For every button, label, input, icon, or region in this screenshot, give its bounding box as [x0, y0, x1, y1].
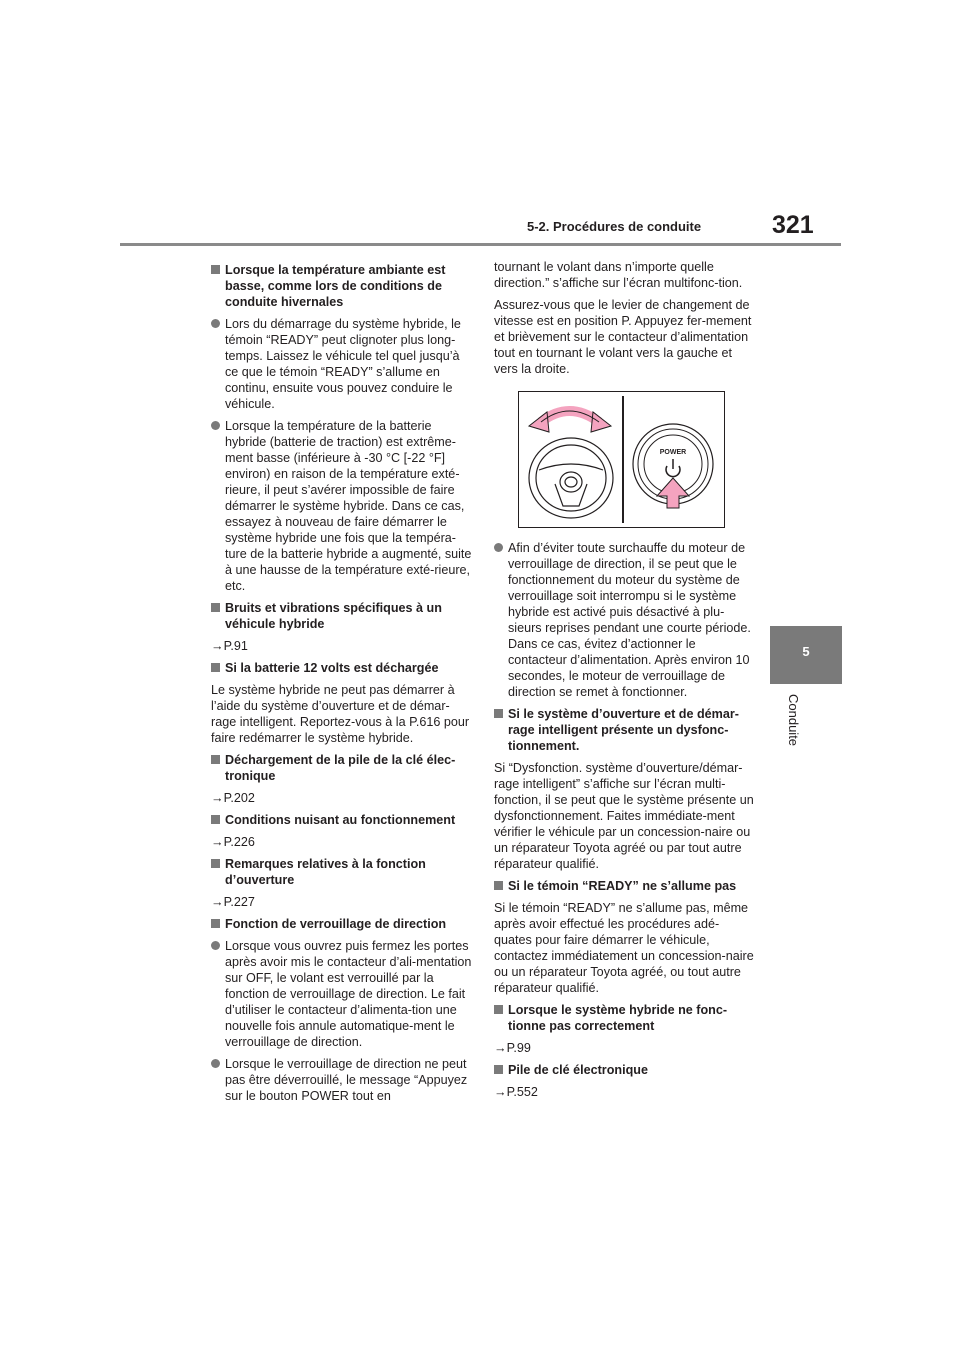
- right-column-top: [494, 259, 756, 377]
- page-reference-link[interactable]: →P.552: [494, 1085, 538, 1099]
- square-bullet-icon: [494, 1005, 503, 1014]
- bullet-item: [211, 316, 473, 412]
- square-bullet-icon: [211, 663, 220, 672]
- left-column: [211, 256, 473, 1110]
- section-heading-text: Pile de clé électronique: [508, 1063, 648, 1077]
- square-bullet-icon: [211, 815, 220, 824]
- circle-bullet-icon: [211, 421, 220, 430]
- bullet-text: Lors du démarrage du système hybride, le témoin “READY” peut clignoter plus long-temps. Laissez le véhicule tel quel jusqu’à ce que le témoin “READY” s’allume en continu, ensuite vous pouvez conduire le véhicule.: [225, 317, 461, 411]
- steering-wheel-icon: [529, 438, 613, 518]
- chapter-label: [785, 694, 805, 764]
- chapter-tab: [770, 626, 842, 684]
- section-heading: [494, 878, 756, 894]
- square-bullet-icon: [211, 859, 220, 868]
- page-reference-link[interactable]: →P.227: [211, 895, 255, 909]
- body-paragraph: Le système hybride ne peut pas démarrer à l’aide du système d’ouverture et de démar-rage intelligent. Reportez-vous à la P.616 pour faire redémarrer le système hybride.: [211, 683, 470, 745]
- section-heading: [494, 1062, 756, 1078]
- header-divider: [120, 243, 841, 246]
- circle-bullet-icon: [211, 1059, 220, 1068]
- square-bullet-icon: [211, 919, 220, 928]
- bullet-item: [494, 540, 756, 700]
- section-heading: [494, 706, 756, 754]
- circle-bullet-icon: [211, 319, 220, 328]
- section-heading: [211, 600, 473, 632]
- section-heading: [211, 812, 473, 828]
- square-bullet-icon: [494, 709, 503, 718]
- page-reference-link[interactable]: →P.91: [211, 639, 248, 653]
- chapter-label-text: Conduite: [786, 694, 801, 747]
- power-button-label: POWER: [659, 449, 687, 456]
- section-heading: [494, 1002, 756, 1034]
- section-heading-text: Lorsque la température ambiante est basse, comme lors de conditions de conduite hivernales: [225, 263, 446, 309]
- page-reference-link[interactable]: →P.226: [211, 835, 255, 849]
- square-bullet-icon: [211, 755, 220, 764]
- rotate-arrow-icon: [529, 411, 611, 432]
- body-paragraph: Si le témoin “READY” ne s’allume pas, même après avoir effectué les procédures adé-quates pour faire démarrer le véhicule, contactez immédiatement un concession-naire ou un réparateur Toyota agréé, ou tout autre réparateur qualifié.: [494, 901, 754, 995]
- section-heading: [211, 916, 473, 932]
- right-column-bottom: [494, 540, 756, 1100]
- section-heading-text: Si le témoin “READY” ne s’allume pas: [508, 879, 737, 893]
- square-bullet-icon: [494, 1065, 503, 1074]
- section-heading-text: Si le système d’ouverture et de démar-rage intelligent présente un dysfonc-tionnement.: [508, 707, 739, 753]
- steering-power-illustration: [519, 392, 724, 527]
- section-heading: [211, 262, 473, 310]
- section-heading-text: Déchargement de la pile de la clé élec-tronique: [225, 753, 456, 783]
- section-heading-text: Lorsque le système hybride ne fonc-tionne pas correctement: [508, 1003, 728, 1033]
- steering-power-figure: [518, 391, 725, 528]
- section-heading-text: Bruits et vibrations spécifiques à un véhicule hybride: [225, 601, 442, 631]
- section-heading: [211, 856, 473, 888]
- bullet-text: Lorsque le verrouillage de direction ne peut pas être déverrouillé, le message “Appuyez sur le bouton POWER tout en: [225, 1057, 468, 1103]
- section-heading: [211, 752, 473, 784]
- bullet-item: [211, 418, 473, 594]
- square-bullet-icon: [494, 881, 503, 890]
- page-reference-link[interactable]: →P.99: [494, 1041, 531, 1055]
- bullet-item: [211, 1056, 473, 1104]
- section-heading-text: Si la batterie 12 volts est déchargée: [225, 661, 439, 675]
- bullet-text: Afin d’éviter toute surchauffe du moteur de verrouillage de direction, il se peut que le fonctionnement du moteur du système de verrouillage soit interrompu si le système hybride est activé puis désactivé à plu-sieurs reprises pendant une courte période. Dans ce cas, évitez d’actionner le contacteur d’alimentation. Après environ 10 secondes, le moteur de verrouillage de direction se remet à fonctionner.: [508, 541, 751, 699]
- square-bullet-icon: [211, 265, 220, 274]
- page-number: 321: [772, 211, 814, 239]
- chapter-tab-number: 5: [802, 644, 810, 659]
- bullet-text: Lorsque vous ouvrez puis fermez les portes après avoir mis le contacteur d’ali-mentation sur OFF, le volant est verrouillé par la fonction de verrouillage de direction. Le fait d’utiliser le contacteur d’alimenta-tion une nouvelle fois annule automatique-ment le verrouillage de direction.: [225, 939, 472, 1049]
- circle-bullet-icon: [494, 543, 503, 552]
- section-heading: [211, 660, 473, 676]
- body-paragraph: Assurez-vous que le levier de changement de vitesse est en position P. Appuyez fer-mement et brièvement sur le contacteur d’alimentation tout en tournant le volant vers la gauche et vers la droite.: [494, 298, 752, 376]
- bullet-text: Lorsque la température de la batterie hybride (batterie de traction) est extrême-ment basse (inférieure à -30 °C [-22 °F] environ) en raison de la température exté-rieure, il peut s’avérer impossible de faire démarrer le système hybride. Dans ce cas, essayez à nouveau de faire démarrer le système hybride une fois que la tempéra-ture de la batterie hybride a augmenté, suite à une hausse de la température exté-rieure, etc.: [225, 419, 472, 593]
- body-paragraph: tournant le volant dans n’importe quelle direction.” s’affiche sur l’écran multifonc-tion.: [494, 260, 743, 290]
- bullet-item: [211, 938, 473, 1050]
- circle-bullet-icon: [211, 941, 220, 950]
- header-section-title: 5-2. Procédures de conduite: [527, 219, 702, 234]
- square-bullet-icon: [211, 603, 220, 612]
- section-heading-text: Remarques relatives à la fonction d’ouverture: [225, 857, 426, 887]
- section-heading-text: Fonction de verrouillage de direction: [225, 917, 447, 931]
- section-heading-text: Conditions nuisant au fonctionnement: [225, 813, 456, 827]
- page-reference-link[interactable]: →P.202: [211, 791, 255, 805]
- body-paragraph: Si “Dysfonction. système d’ouverture/démar-rage intelligent” s’affiche sur l’écran multi-fonction, il se peut que le système présente un dysfonctionnement. Faites immédiate-ment vérifier le véhicule par un concession-naire ou un réparateur Toyota agréé ou par tout autre réparateur qualifié.: [494, 761, 754, 871]
- right-column: [494, 259, 756, 1106]
